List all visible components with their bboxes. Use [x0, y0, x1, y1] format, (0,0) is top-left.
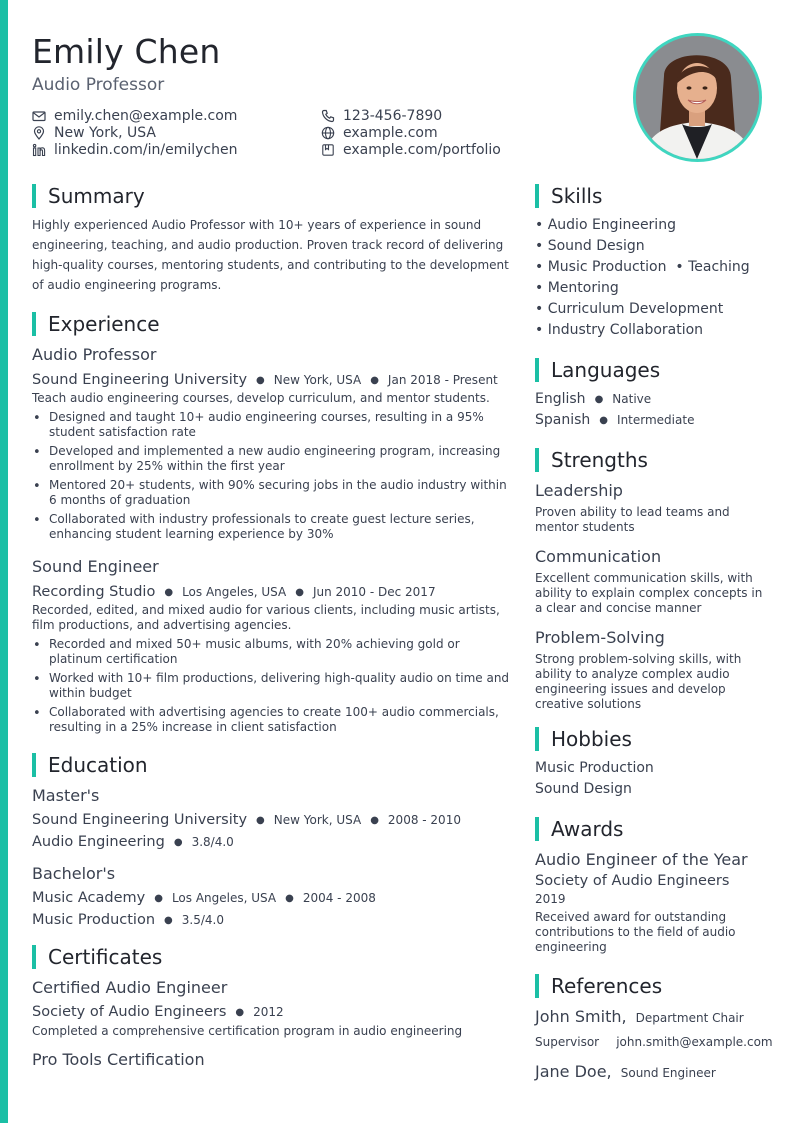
skill-item: • Sound Design — [535, 238, 645, 254]
languages-heading — [535, 358, 660, 382]
job-1-bullet: • Collaborated with industry professionals to create guest lecture series, enhancing student learning experience by 30% — [32, 512, 510, 542]
job-2-meta — [32, 581, 510, 600]
contact-website[interactable] — [321, 125, 438, 141]
separator-dot: ● — [370, 815, 379, 826]
education-2-dates: 2004 - 2008 — [302, 891, 376, 905]
separator-dot: ● — [164, 915, 173, 926]
skill-label: Audio Engineering — [547, 217, 676, 233]
job-1-bullet: • Developed and implemented a new audio engineering program, increasing enrollment by 25% within the first year — [32, 444, 510, 474]
separator-dot: ● — [594, 394, 604, 405]
skill-label: Music Production — [547, 259, 667, 275]
job-1-location: New York, USA — [273, 373, 362, 387]
language-level: Native — [612, 392, 652, 406]
heading-accent — [535, 448, 539, 472]
heading-accent — [535, 358, 539, 382]
education-1 — [32, 786, 510, 850]
language-name: English — [535, 391, 586, 407]
strength-1-name: Leadership — [535, 481, 623, 500]
reference-1-contact — [535, 1031, 773, 1050]
award-1-year: 2019 — [535, 892, 566, 906]
strength-1-description: Proven ability to lead teams and mentor students — [535, 505, 730, 534]
skill-label: Teaching — [688, 259, 750, 275]
job-1-dates: Jan 2018 - Present — [387, 373, 498, 387]
separator-dot: ● — [154, 893, 163, 904]
education-2-school: Music Academy — [32, 890, 146, 906]
contact-portfolio[interactable] — [321, 142, 501, 158]
map-pin-icon — [32, 126, 46, 140]
contact-portfolio-text: example.com/portfolio — [343, 142, 501, 158]
heading-accent — [32, 945, 36, 969]
certificates-heading — [32, 945, 162, 969]
mail-icon — [32, 109, 46, 123]
strengths-heading — [535, 448, 648, 472]
job-1-role: Audio Professor — [32, 345, 157, 364]
job-1 — [32, 345, 510, 546]
skill-item: • Audio Engineering — [535, 217, 676, 233]
skills-heading-text: Skills — [551, 184, 603, 208]
job-2-company: Recording Studio — [32, 584, 156, 600]
strength-2-name: Communication — [535, 547, 662, 566]
skill-label: Sound Design — [547, 238, 645, 254]
award-1-name: Audio Engineer of the Year — [535, 850, 748, 869]
heading-accent — [32, 312, 36, 336]
job-2-bullet: • Collaborated with advertising agencies to create 100+ audio commercials, resulting in a 25% increase in client satisfaction — [32, 705, 510, 735]
job-1-bullet: • Designed and taught 10+ audio engineering courses, resulting in a 95% student satisfaction rate — [32, 410, 510, 440]
job-1-meta — [32, 369, 510, 388]
contact-website-text: example.com — [343, 125, 438, 141]
job-2-role: Sound Engineer — [32, 557, 159, 576]
education-2-location: Los Angeles, USA — [171, 891, 277, 905]
contact-email[interactable] — [32, 108, 237, 124]
reference-2-position: Sound Engineer — [620, 1066, 716, 1080]
hobbies-heading-text: Hobbies — [551, 727, 632, 751]
languages-list — [535, 389, 770, 431]
job-2-bullets — [32, 637, 510, 735]
language-item — [535, 389, 770, 410]
education-1-dates: 2008 - 2010 — [387, 813, 461, 827]
certificates-heading-text: Certificates — [48, 945, 163, 969]
contact-linkedin-text: linkedin.com/in/emilychen — [54, 142, 238, 158]
job-2-description: Recorded, edited, and mixed audio for various clients, including music artists, film productions, and advertising agencies. — [32, 603, 500, 632]
job-2-location: Los Angeles, USA — [182, 585, 287, 599]
reference-1-position: Department Chair — [635, 1011, 744, 1025]
education-1-meta — [32, 809, 510, 828]
languages-heading-text: Languages — [551, 358, 661, 382]
heading-accent — [535, 727, 539, 751]
globe-icon — [321, 126, 335, 140]
profile-portrait — [636, 36, 759, 159]
education-2-gpa: 3.5/4.0 — [181, 913, 224, 927]
job-2 — [32, 557, 510, 739]
experience-heading — [32, 312, 160, 336]
reference-2 — [535, 1062, 770, 1081]
skill-item: • Mentoring — [535, 280, 619, 296]
certificate-1-description: Completed a comprehensive certification program in audio engineering — [32, 1024, 463, 1038]
job-1-company: Sound Engineering University — [32, 372, 248, 388]
separator-dot: ● — [256, 375, 265, 386]
job-1-bullets — [32, 410, 510, 542]
summary-heading — [32, 184, 145, 208]
hobbies-list — [535, 758, 770, 800]
reference-2-name: Jane Doe, — [535, 1062, 612, 1081]
accent-bar — [0, 0, 8, 1123]
language-level: Intermediate — [617, 413, 695, 427]
linkedin-icon — [32, 143, 46, 157]
candidate-title: Audio Professor — [32, 75, 165, 95]
skills-heading — [535, 184, 602, 208]
language-item — [535, 410, 770, 431]
education-heading — [32, 753, 148, 777]
strength-2-description: Excellent communication skills, with ability to explain complex concepts in a clear and concise manner — [535, 571, 763, 615]
references-heading — [535, 974, 662, 998]
phone-icon — [321, 109, 335, 123]
hobbies-heading — [535, 727, 632, 751]
strength-3-description: Strong problem-solving skills, with ability to analyze complex audio engineering issues and develop creative solutions — [535, 652, 742, 711]
education-1-field: Audio Engineering — [32, 834, 165, 850]
education-heading-text: Education — [48, 753, 148, 777]
separator-dot: ● — [370, 375, 379, 386]
portfolio-icon — [321, 143, 335, 157]
reference-1-email[interactable]: john.smith@example.com — [616, 1035, 773, 1049]
candidate-name: Emily Chen — [32, 32, 221, 71]
education-1-location: New York, USA — [273, 813, 362, 827]
award-1 — [535, 850, 770, 955]
hobby-item: Music Production — [535, 760, 654, 776]
summary-heading-text: Summary — [48, 184, 145, 208]
experience-heading-text: Experience — [48, 312, 160, 336]
job-2-bullet: • Recorded and mixed 50+ music albums, with 20% achieving gold or platinum certification — [32, 637, 510, 667]
award-1-issuer: Society of Audio Engineers — [535, 873, 730, 889]
education-2-field-row — [32, 909, 510, 928]
awards-heading — [535, 817, 623, 841]
separator-dot: ● — [235, 1007, 245, 1018]
contact-location — [32, 125, 156, 141]
strength-3 — [535, 628, 770, 712]
skill-item: • Industry Collaboration — [535, 322, 704, 338]
awards-heading-text: Awards — [551, 817, 624, 841]
skill-label: Industry Collaboration — [547, 322, 704, 338]
education-2 — [32, 864, 510, 928]
education-1-degree: Master's — [32, 786, 100, 805]
certificate-1-name: Certified Audio Engineer — [32, 978, 228, 997]
skills-list — [535, 215, 770, 341]
hobby-item: Sound Design — [535, 781, 632, 797]
separator-dot: ● — [164, 587, 174, 598]
separator-dot: ● — [256, 815, 265, 826]
certificate-1-meta — [32, 1001, 510, 1020]
education-2-degree: Bachelor's — [32, 864, 116, 883]
heading-accent — [535, 184, 539, 208]
strength-1 — [535, 481, 770, 535]
heading-accent — [32, 753, 36, 777]
strength-3-name: Problem-Solving — [535, 628, 665, 647]
skill-label: Curriculum Development — [547, 301, 724, 317]
education-2-field: Music Production — [32, 912, 156, 928]
profile-photo — [633, 33, 762, 162]
contact-phone[interactable] — [321, 108, 442, 124]
contact-location-text: New York, USA — [54, 125, 156, 141]
education-1-field-row — [32, 831, 510, 850]
certificate-1-issuer: Society of Audio Engineers — [32, 1004, 227, 1020]
separator-dot: ● — [173, 837, 183, 848]
skill-label: Mentoring — [547, 280, 619, 296]
heading-accent — [535, 817, 539, 841]
separator-dot: ● — [285, 893, 294, 904]
summary-text: Highly experienced Audio Professor with 10+ years of experience in sound engineering, teaching, and audio production. Proven track record of delivering high-quality courses, mentoring students, and contributing to the development of audio engineering programs. — [32, 218, 509, 292]
job-1-bullet: • Mentored 20+ students, with 90% securing jobs in the audio industry within 6 months of graduation — [32, 478, 510, 508]
contact-phone-text: 123-456-7890 — [343, 108, 443, 124]
reference-1-name: John Smith, — [535, 1007, 627, 1026]
strength-2 — [535, 547, 770, 616]
job-2-bullet: • Worked with 10+ film productions, delivering high-quality audio on time and within budget — [32, 671, 510, 701]
reference-1 — [535, 1007, 773, 1050]
reference-1-header — [535, 1007, 770, 1026]
contact-email-text: emily.chen@example.com — [54, 108, 238, 124]
language-name: Spanish — [535, 412, 591, 428]
skill-item: • Curriculum Development — [535, 301, 724, 317]
certificate-1-year: 2012 — [253, 1005, 284, 1019]
job-2-dates: Jun 2010 - Dec 2017 — [312, 585, 436, 599]
certificate-1 — [32, 978, 510, 1039]
contact-linkedin[interactable] — [32, 142, 237, 158]
education-2-meta — [32, 887, 510, 906]
strengths-heading-text: Strengths — [551, 448, 648, 472]
separator-dot: ● — [295, 587, 304, 598]
reference-1-relation: Supervisor — [535, 1035, 600, 1049]
certificate-2-name: Pro Tools Certification — [32, 1050, 205, 1069]
award-1-description: Received award for outstanding contributions to the field of audio engineering — [535, 910, 736, 954]
job-1-description: Teach audio engineering courses, develop curriculum, and mentor students. — [32, 391, 490, 405]
education-1-gpa: 3.8/4.0 — [191, 835, 234, 849]
education-1-school: Sound Engineering University — [32, 812, 248, 828]
skill-item: • Music Production • Teaching — [535, 259, 750, 275]
heading-accent — [32, 184, 36, 208]
references-heading-text: References — [551, 974, 663, 998]
heading-accent — [535, 974, 539, 998]
separator-dot: ● — [599, 415, 609, 426]
